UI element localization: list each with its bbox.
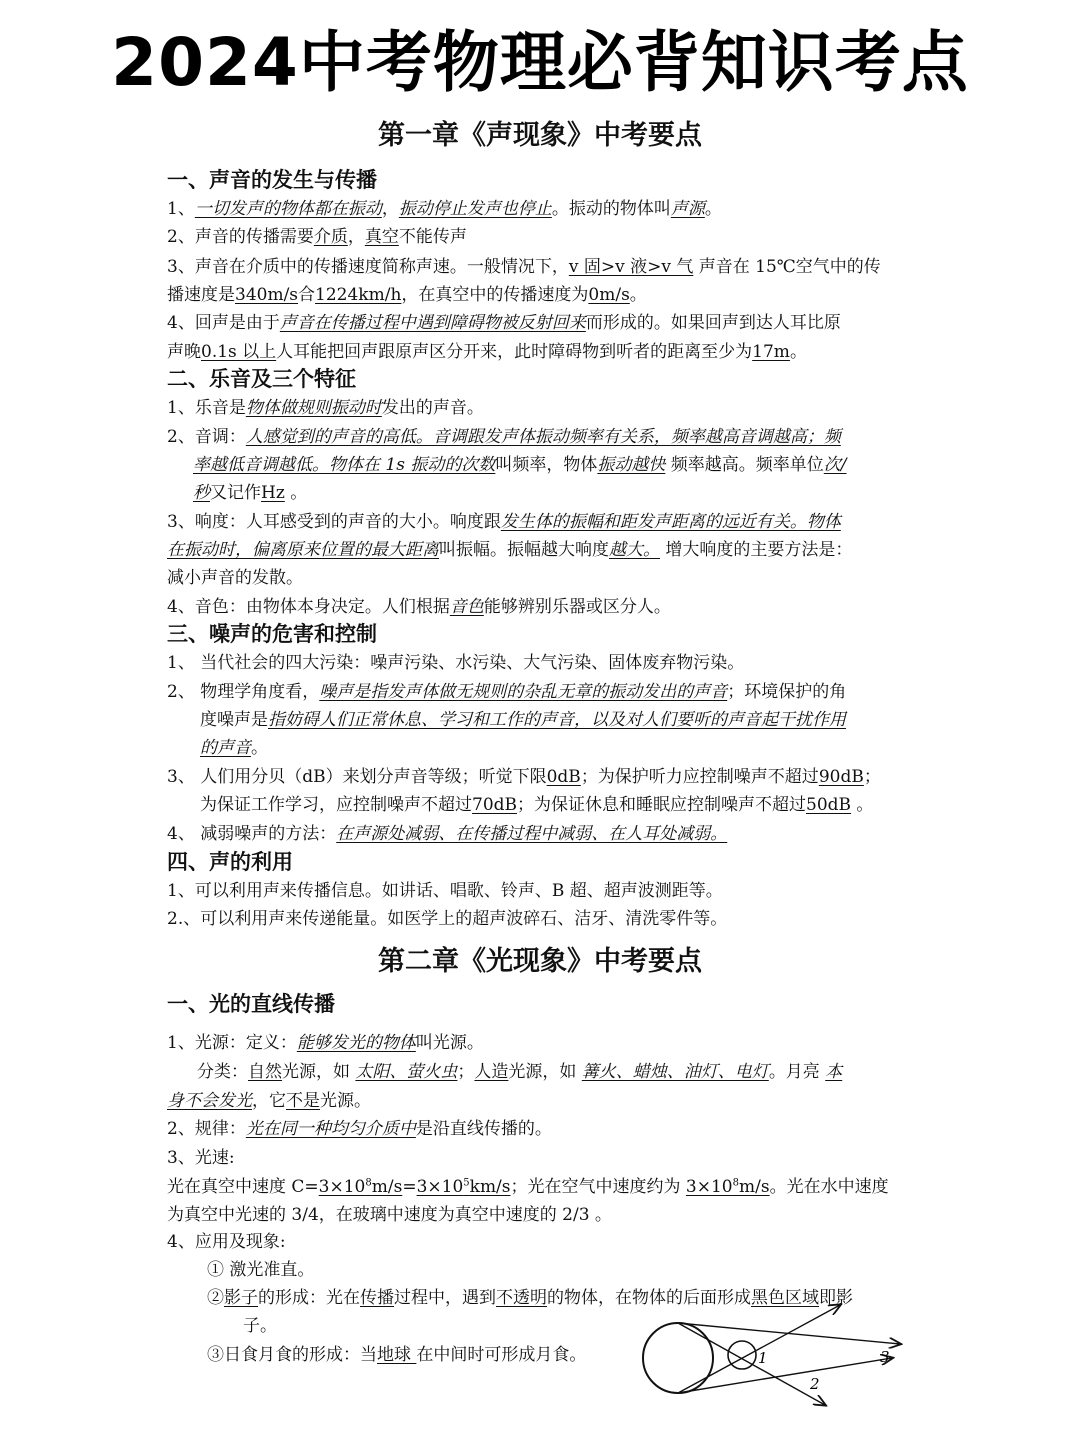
paragraph-line: 1、 当代社会的四大污染：噪声污染、水污染、大气污染、固体废弃物污染。	[167, 653, 745, 673]
paragraph-line: 子。	[243, 1316, 277, 1336]
paragraph-line: 2、规律：光在同一种均匀介质中是沿直线传播的。	[167, 1119, 552, 1139]
paragraph-line: 身不会发光，它不是光源。	[167, 1091, 371, 1111]
paragraph-line: 4、应用及现象:	[167, 1232, 286, 1252]
region-label: 2	[810, 1375, 820, 1393]
paragraph-line: 4、回声是由于声音在传播过程中遇到障碍物被反射回来而形成的。如果回声到达人耳比原	[167, 313, 841, 333]
paragraph-line: 3、响度：人耳感受到的声音的大小。响度跟发生体的振幅和距发声距离的远近有关。物体	[167, 512, 841, 532]
paragraph-line: 1、可以利用声来传播信息。如讲话、唱歌、铃声、B 超、超声波测距等。	[167, 881, 723, 901]
chapter-1-title: 第一章《声现象》中考要点	[378, 120, 702, 151]
paragraph-line: 度噪声是指妨碍人们正常休息、学习和工作的声音，以及对人们要听的声音起干扰作用	[200, 710, 846, 730]
section-heading: 二、乐音及三个特征	[167, 366, 356, 391]
paragraph-line: 分类：自然光源，如 太阳、萤火虫；人造光源，如 篝火、蜡烛、油灯、电灯。月亮 本	[197, 1062, 843, 1082]
paragraph-line: 秒又记作Hz 。	[193, 483, 308, 503]
chapter-2-title: 第二章《光现象》中考要点	[378, 946, 702, 977]
paragraph-line: 3、光速:	[167, 1148, 235, 1168]
section-heading: 一、声音的发生与传播	[167, 167, 377, 192]
paragraph-line: 1、一切发声的物体都在振动，振动停止发声也停止。振动的物体叫声源。	[167, 199, 722, 219]
region-label: 3	[880, 1348, 890, 1366]
region-label: 1	[758, 1349, 768, 1367]
paragraph-line: 4、 减弱噪声的方法：在声源处减弱、在传播过程中减弱、在人耳处减弱。	[167, 824, 728, 844]
paragraph-line: 为真空中光速的 3/4，在玻璃中速度为真空中速度的 2/3 。	[167, 1205, 612, 1225]
paragraph-line: ③日食月食的形成：当地球 在中间时可形成月食。	[207, 1345, 587, 1365]
paragraph-line: 声晚0.1s 以上人耳能把回声跟原声区分开来，此时障碍物到听者的距离至少为17m。	[167, 342, 807, 362]
paragraph-line: 为保证工作学习，应控制噪声不超过70dB；为保证休息和睡眠应控制噪声不超过50dB 。	[200, 795, 874, 815]
paragraph-line: 1、光源：定义：能够发光的物体叫光源。	[167, 1033, 484, 1053]
paragraph-line: 减小声音的发散。	[167, 568, 303, 588]
paragraph-line: 光在真空中速度 $C=3\times 10^8m/s=3\times 10^5km/s$；光在空气中速度约为 $3\times 10^8m/s$。光在水中速度	[167, 1177, 889, 1197]
section-heading: 三、噪声的危害和控制	[167, 621, 377, 646]
paragraph-line: 2、 物理学角度看，噪声是指发声体做无规则的杂乱无章的振动发出的声音；环境保护的角	[167, 682, 847, 702]
paragraph-line: 1、乐音是物体做规则振动时发出的声音。	[167, 398, 484, 418]
main-title: 2024中考物理必背知识考点	[111, 24, 969, 101]
paragraph-line: 3、 人们用分贝（dB）来划分声音等级；听觉下限0dB；为保护听力应控制噪声不超过90dB；	[167, 767, 881, 787]
paragraph-line: 率越低音调越低。物体在 1s 振动的次数叫频率，物体振动越快 频率越高。频率单位次/	[193, 455, 847, 475]
paragraph-line: ②影子的形成：光在传播过程中，遇到不透明的物体，在物体的后面形成黑色区域即影	[207, 1288, 853, 1308]
paragraph-line: 播速度是340m/s合1224km/h，在真空中的传播速度为0m/s。	[167, 285, 647, 305]
section-heading: 一、光的直线传播	[167, 991, 335, 1016]
paragraph-line: 的声音。	[200, 738, 268, 758]
paragraph-line: 2、音调：人感觉到的声音的高低。音调跟发声体振动频率有关系，频率越高音调越高；频	[167, 427, 841, 447]
eclipse-diagram	[630, 1300, 920, 1430]
paragraph-line: 在振动时，偏离原来位置的最大距离叫振幅。振幅越大响度越大。 增大响度的主要方法是：	[167, 540, 853, 560]
paragraph-line: 3、声音在介质中的传播速度简称声速。一般情况下，v 固>v 液>v 气 声音在 15℃空气中的传	[167, 257, 881, 277]
paragraph-line: 2.、可以利用声来传递能量。如医学上的超声波碎石、洁牙、清洗零件等。	[167, 909, 728, 929]
sun-circle	[643, 1323, 713, 1393]
paragraph-line: 4、音色：由物体本身决定。人们根据音色能够辨别乐器或区分人。	[167, 597, 671, 617]
paragraph-line: 2、声音的传播需要介质，真空不能传声	[167, 227, 467, 247]
paragraph-line: ① 激光准直。	[207, 1260, 315, 1280]
section-heading: 四、声的利用	[167, 849, 293, 874]
